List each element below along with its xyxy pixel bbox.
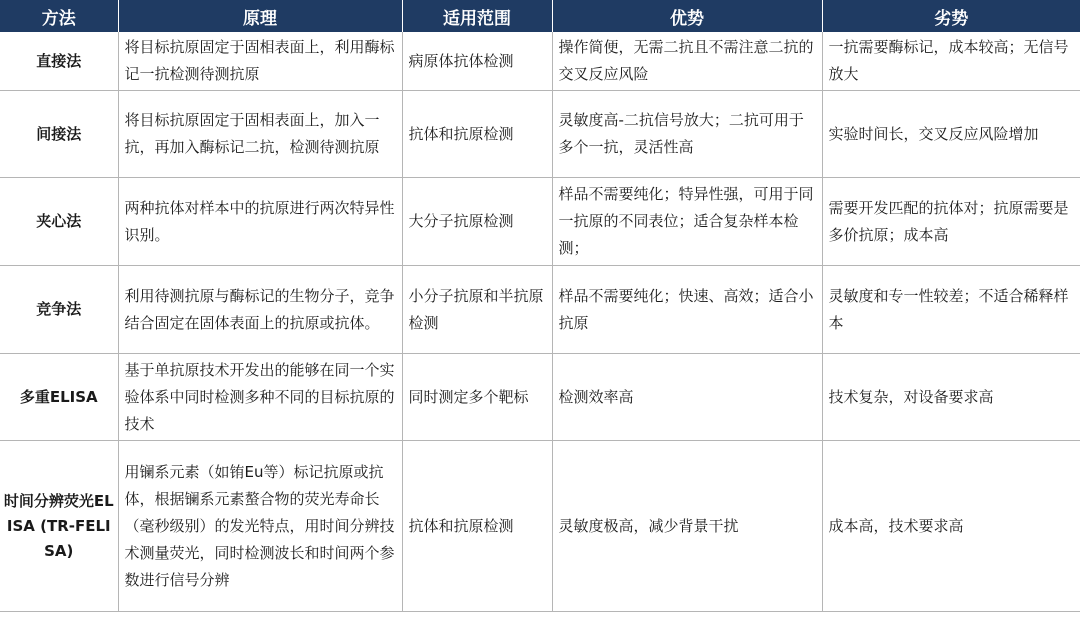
table-row [0,354,1080,441]
principle-cell: 用镧系元素（如铕Eu等）标记抗原或抗体，根据镧系元素螯合物的荧光寿命长（毫秒级别）的发光特点，用时间分辨技术测量荧光，同时检测波长和时间两个参数进行信号分辨 [118,441,402,612]
advantage-cell: 灵敏度高-二抗信号放大；二抗可用于多个一抗，灵活性高 [552,91,822,178]
principle-cell: 基于单抗原技术开发出的能够在同一个实验体系中同时检测多种不同的目标抗原的技术 [118,354,402,441]
header-row [0,0,1080,32]
advantage-cell: 操作简便，无需二抗且不需注意二抗的交叉反应风险 [552,32,822,91]
disadvantage-cell: 需要开发匹配的抗体对；抗原需要是多价抗原；成本高 [822,178,1080,266]
header-disadvantage: 劣势 [822,0,1080,32]
table-row [0,441,1080,612]
header-principle: 原理 [118,0,402,32]
principle-cell: 两种抗体对样本中的抗原进行两次特异性识别。 [118,178,402,266]
method-cell: 时间分辨荧光ELISA (TR-FELISA) [0,441,118,612]
advantage-cell: 样品不需要纯化；快速、高效；适合小抗原 [552,266,822,354]
method-cell: 竞争法 [0,266,118,354]
advantage-cell: 样品不需要纯化；特异性强，可用于同一抗原的不同表位；适合复杂样本检测； [552,178,822,266]
method-cell: 夹心法 [0,178,118,266]
disadvantage-cell: 技术复杂，对设备要求高 [822,354,1080,441]
scope-cell: 小分子抗原和半抗原检测 [402,266,552,354]
method-cell: 直接法 [0,32,118,91]
method-cell: 间接法 [0,91,118,178]
header-method: 方法 [0,0,118,32]
table-row [0,178,1080,266]
header-scope: 适用范围 [402,0,552,32]
header-advantage: 优势 [552,0,822,32]
table-row [0,91,1080,178]
principle-cell: 利用待测抗原与酶标记的生物分子，竞争结合固定在固体表面上的抗原或抗体。 [118,266,402,354]
principle-cell: 将目标抗原固定于固相表面上，加入一抗，再加入酶标记二抗，检测待测抗原 [118,91,402,178]
disadvantage-cell: 一抗需要酶标记，成本较高；无信号放大 [822,32,1080,91]
advantage-cell: 灵敏度极高，减少背景干扰 [552,441,822,612]
table-header [0,0,1080,32]
table-row [0,32,1080,91]
disadvantage-cell: 成本高，技术要求高 [822,441,1080,612]
scope-cell: 抗体和抗原检测 [402,441,552,612]
advantage-cell: 检测效率高 [552,354,822,441]
disadvantage-cell: 灵敏度和专一性较差；不适合稀释样本 [822,266,1080,354]
method-cell: 多重ELISA [0,354,118,441]
principle-cell: 将目标抗原固定于固相表面上，利用酶标记一抗检测待测抗原 [118,32,402,91]
disadvantage-cell: 实验时间长，交叉反应风险增加 [822,91,1080,178]
scope-cell: 病原体抗体检测 [402,32,552,91]
scope-cell: 大分子抗原检测 [402,178,552,266]
scope-cell: 抗体和抗原检测 [402,91,552,178]
table-row [0,266,1080,354]
table-body [0,32,1080,612]
scope-cell: 同时测定多个靶标 [402,354,552,441]
